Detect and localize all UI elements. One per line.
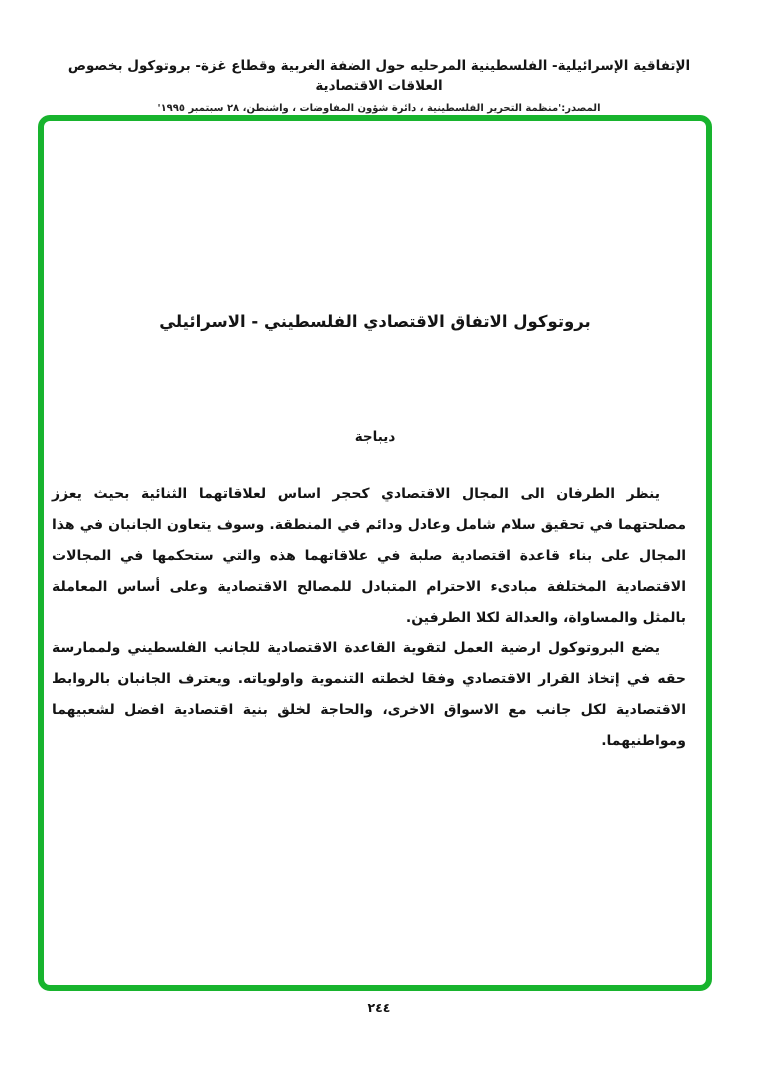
document-body-frame — [38, 115, 712, 991]
section-heading-preamble: ديباجة — [354, 429, 396, 445]
document-title: بروتوكول الاتفاق الاقتصادي الفلسطيني - الاسرائيلي — [159, 312, 591, 331]
preamble-paragraph-1: ينظر الطرفان الى المجال الاقتصادي كحجر اساس لعلاقاتهما الثنائية بحيث يعزز مصلحتهما في تحقيق سلام شامل وعادل ودائم في المنطقة. وسوف يتعاون الجانبان في هذا المجال على بناء قاعدة اقتصادية صلبة في علاقاتهما هذه والتي ستحكمها في المجالات الاقتصادية المختلفة مبادىء الاحترام المتبادل للمصالح الاقتصادية وعلى أساس المعاملة بالمثل والمساواة، والعدالة لكلا الطرفين. — [52, 486, 686, 626]
preamble-paragraph-2: يضع البروتوكول ارضية العمل لتقوية القاعدة الاقتصادية للجانب الفلسطيني ولممارسة حقه في إتخاذ القرار الاقتصادي وفقا لخطته التنموية واولوياته. ويعترف الجانبان بالروابط الاقتصادية لكل جانب مع الاسواق الاخرى، والحاجة لخلق بنية اقتصادية افضل لشعبيهما ومواطنيهما. — [52, 640, 686, 749]
document-header-title: الإتفاقية الإسرائيلية- الفلسطينية المرحليه حول الضفة الغربية وقطاع غزة- بروتوكول بخصوص العلاقات الاقتصادية — [67, 58, 691, 94]
document-source-line: المصدر:'منظمة التحرير الفلسطينية ، دائرة شؤون المفاوضات ، واشنطن، ٢٨ سبتمبر ١٩٩٥' — [157, 103, 601, 114]
page-number: ٢٤٤ — [367, 1000, 391, 1015]
document-header — [0, 56, 758, 114]
